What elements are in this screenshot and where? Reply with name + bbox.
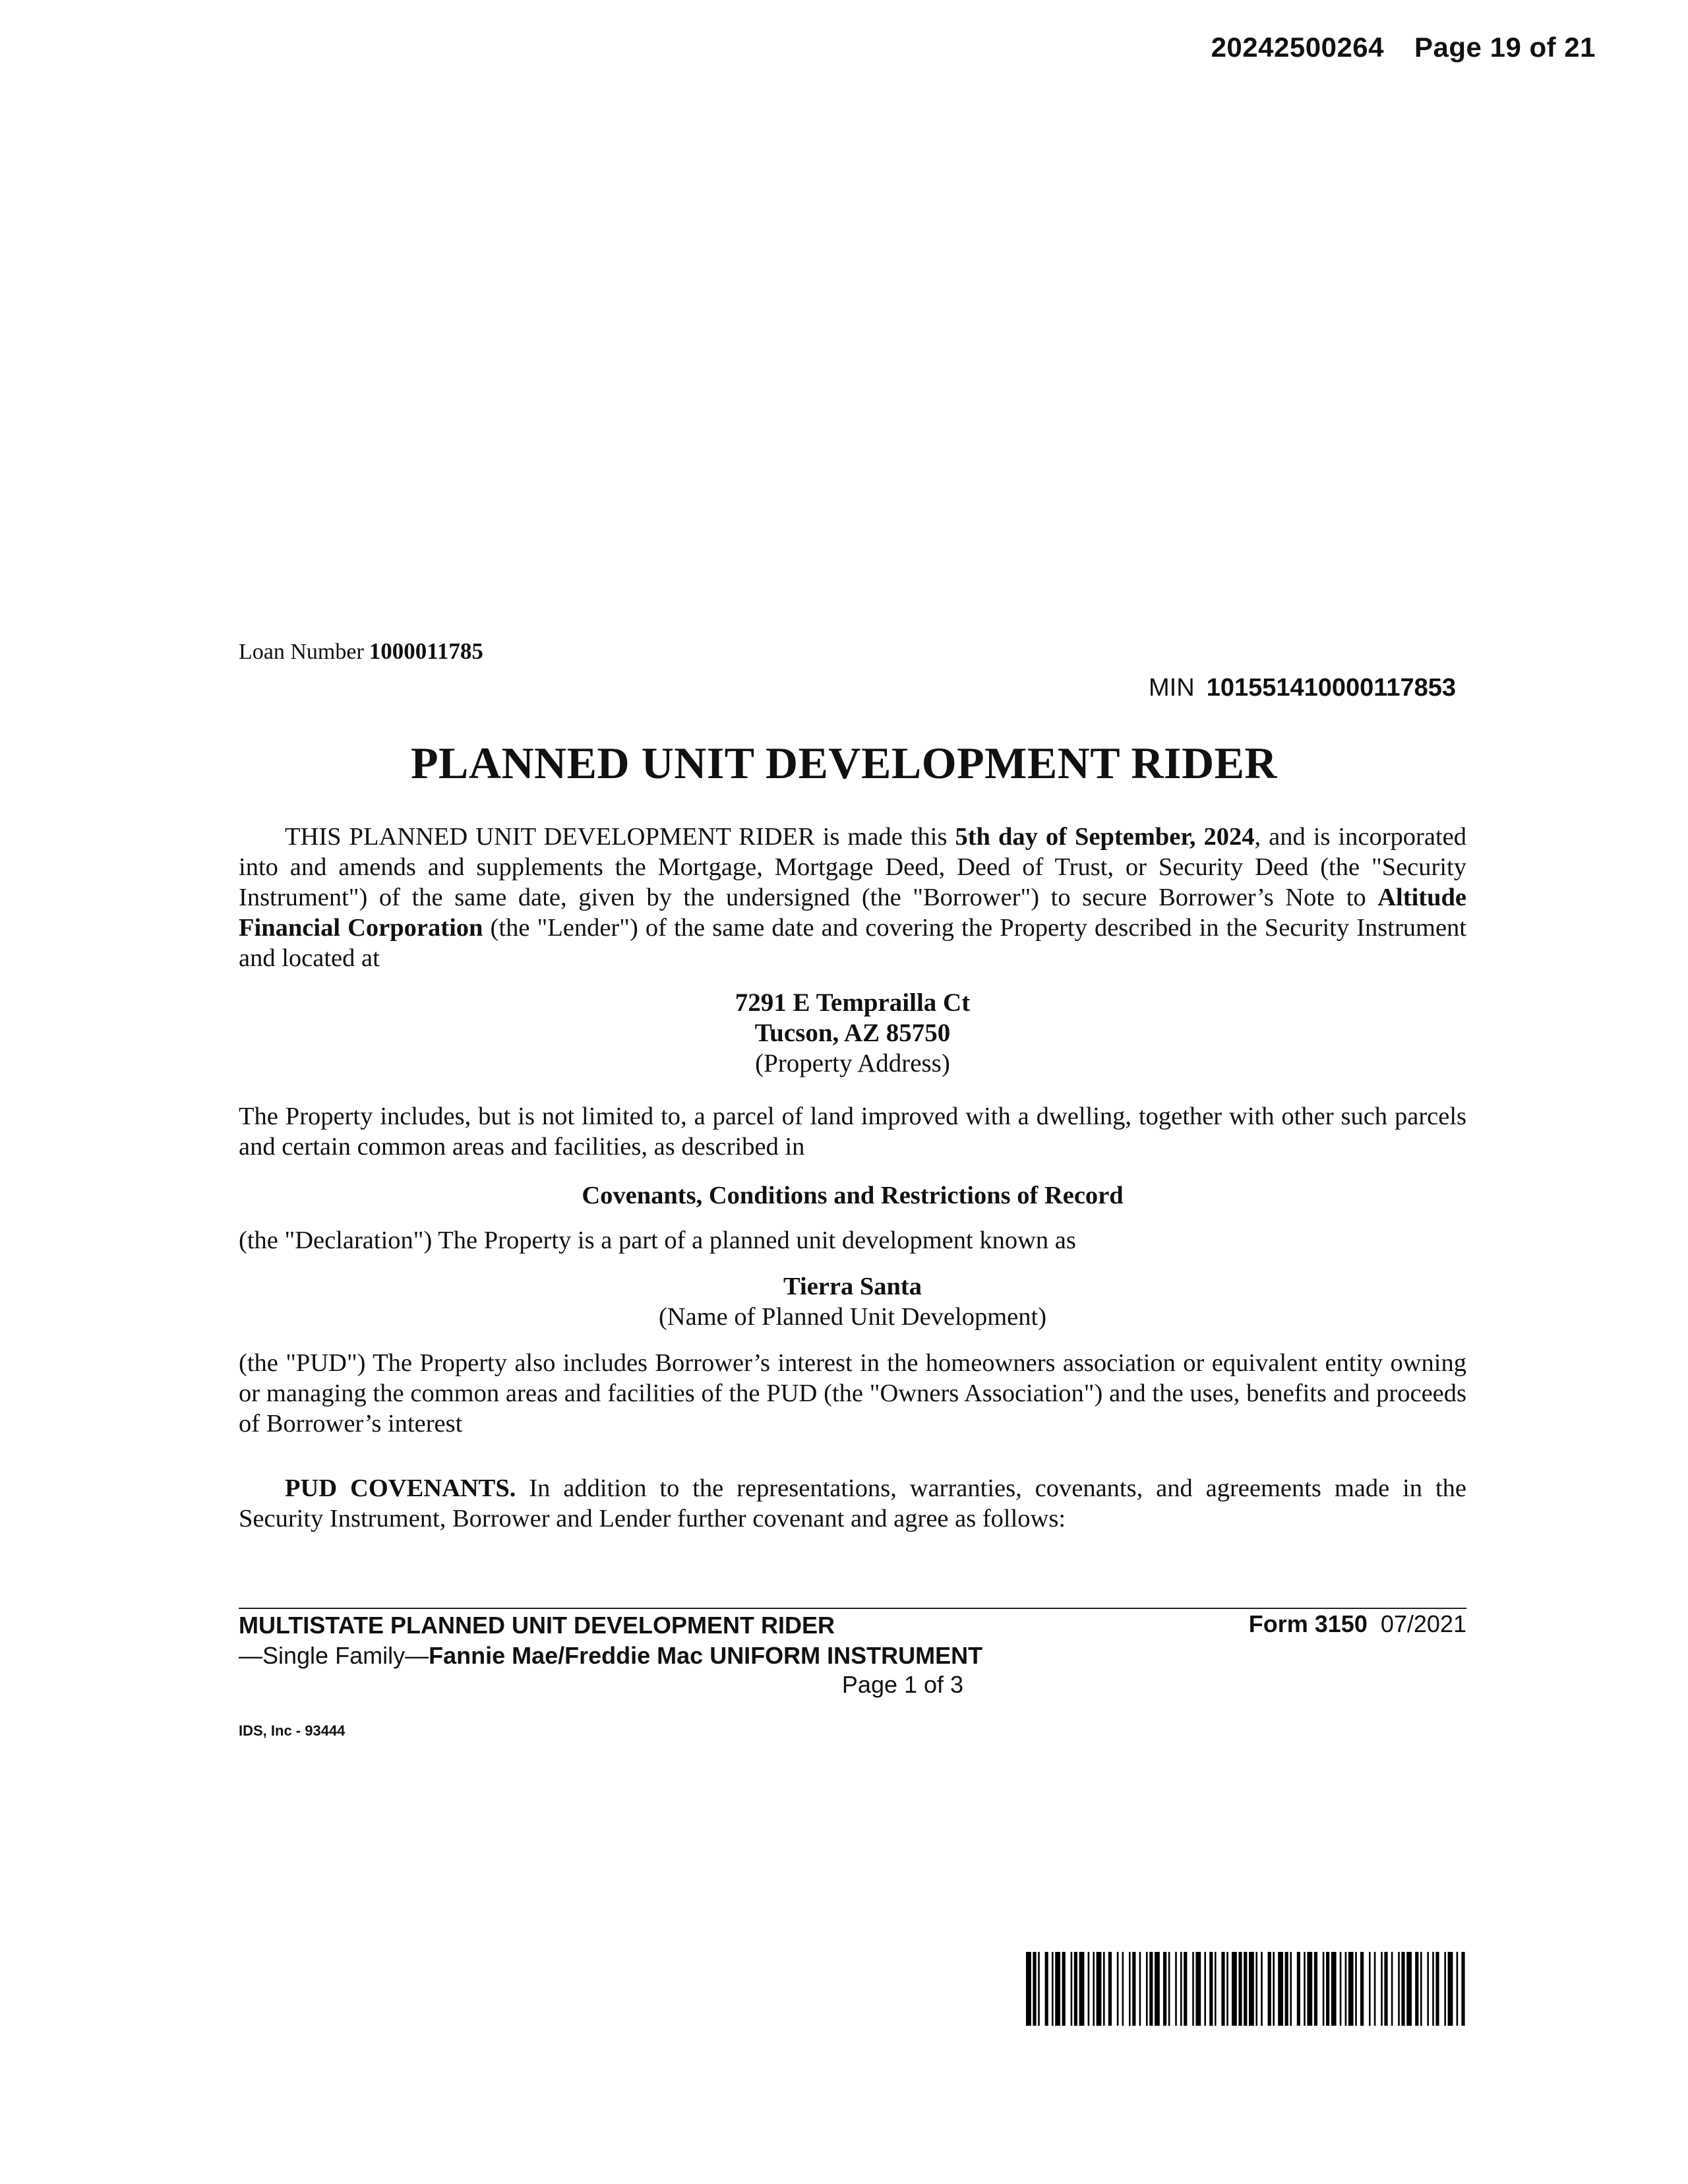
lender-name: Altitude Financial Corporation <box>239 884 1466 942</box>
barcode-bar <box>1117 1952 1119 2026</box>
pud-covenants-heading: PUD COVENANTS. <box>285 1474 516 1502</box>
footer-line1: MULTISTATE PLANNED UNIT DEVELOPMENT RIDER <box>239 1612 835 1639</box>
intro-paragraph <box>239 822 1466 973</box>
intro-text-3: (the "Lender") of the same date and covering the Property described in the Security Instrument and located at <box>239 914 1466 972</box>
recording-page-number: Page 19 of 21 <box>1414 32 1596 63</box>
barcode-bar <box>1071 1952 1073 2026</box>
min-label: MIN <box>1149 674 1195 702</box>
barcode-bar <box>1045 1952 1048 2026</box>
footer-form-number <box>1249 1610 1466 1638</box>
barcode-bar <box>1415 1952 1418 2026</box>
footer-line2-prefix: —Single Family— <box>239 1642 429 1669</box>
barcode-bar <box>1340 1952 1342 2026</box>
property-address-line1: 7291 E Temprailla Ct <box>735 988 971 1017</box>
barcode-bar <box>1374 1952 1376 2026</box>
barcode-bar <box>1360 1952 1364 2026</box>
barcode-bar <box>1307 1952 1312 2026</box>
declaration-name: Covenants, Conditions and Restrictions of Record <box>582 1182 1124 1209</box>
barcode-bar <box>1297 1952 1300 2026</box>
barcode-bar <box>1244 1952 1247 2026</box>
barcode-bar <box>1448 1952 1453 2026</box>
barcode-bar <box>1184 1952 1187 2026</box>
barcode-bar <box>1097 1952 1102 2026</box>
barcode-bar <box>1268 1952 1271 2026</box>
barcode-bar <box>1093 1952 1095 2026</box>
barcode-bar <box>1155 1952 1160 2026</box>
footer-ids: IDS, Inc - 93444 <box>239 1722 346 1739</box>
declaration-paragraph: (the "Declaration") The Property is a part of a planned unit development known as <box>239 1227 1076 1254</box>
barcode-bar <box>1238 1952 1242 2026</box>
loan-number-line <box>239 638 483 665</box>
barcode-bar <box>1348 1952 1354 2026</box>
barcode-bar <box>1255 1952 1257 2026</box>
footer-form-label: Form 3150 <box>1248 1610 1368 1637</box>
barcode-bar <box>1132 1952 1135 2026</box>
barcode-bar <box>1398 1952 1400 2026</box>
barcode-bar <box>1232 1952 1237 2026</box>
barcode-bar <box>1381 1952 1383 2026</box>
intro-text-1: THIS PLANNED UNIT DEVELOPMENT RIDER is made this <box>285 823 955 851</box>
barcode-image <box>1026 1952 1466 2026</box>
recording-document-number: 20242500264 <box>1211 32 1385 63</box>
barcode-bar <box>1168 1952 1170 2026</box>
barcode-bar <box>1406 1952 1412 2026</box>
property-address-caption: (Property Address) <box>755 1049 950 1077</box>
barcode-bar <box>1290 1952 1292 2026</box>
barcode-bar <box>1129 1952 1131 2026</box>
barcode-bar <box>1026 1952 1031 2026</box>
pud-name-caption: (Name of Planned Unit Development) <box>658 1303 1047 1331</box>
barcode-bar <box>1195 1952 1201 2026</box>
barcode-bar <box>1108 1952 1112 2026</box>
footer-line2 <box>239 1641 982 1671</box>
barcode-bar <box>1192 1952 1194 2026</box>
footer-line2-bold: Fannie Mae/Freddie Mac UNIFORM INSTRUMENT <box>429 1642 983 1669</box>
footer-form-date: 07/2021 <box>1380 1610 1466 1637</box>
barcode-bar <box>1033 1952 1036 2026</box>
barcode-bar <box>1401 1952 1404 2026</box>
barcode-bar <box>1103 1952 1105 2026</box>
footer-form-title <box>239 1610 982 1671</box>
property-includes-paragraph: The Property includes, but is not limited to, a parcel of land improved with a dwelling, together with other such parcels and certain common areas and facilities, as described in <box>239 1103 1466 1161</box>
barcode-bar <box>1122 1952 1124 2026</box>
barcode-bar <box>1345 1952 1347 2026</box>
barcode-bar <box>1163 1952 1166 2026</box>
barcode-bar <box>1432 1952 1434 2026</box>
barcode-bar <box>1278 1952 1283 2026</box>
loan-number-label: Loan Number <box>239 640 364 664</box>
barcode-bar <box>1457 1952 1459 2026</box>
pud-name-block <box>239 1271 1466 1332</box>
barcode-bar <box>1420 1952 1422 2026</box>
barcode-bar <box>1314 1952 1317 2026</box>
barcode-bar <box>1221 1952 1224 2026</box>
min-line <box>1149 674 1456 702</box>
barcode-bar <box>1444 1952 1446 2026</box>
footer-rule <box>239 1608 1466 1609</box>
barcode-bar <box>1088 1952 1090 2026</box>
barcode-bar <box>1427 1952 1429 2026</box>
barcode-bar <box>1384 1952 1387 2026</box>
barcode-bar <box>1331 1952 1337 2026</box>
barcode-bar <box>1461 1952 1464 2026</box>
loan-number-value: 1000011785 <box>369 638 483 664</box>
barcode-bar <box>1215 1952 1217 2026</box>
barcode-bar <box>1175 1952 1177 2026</box>
barcode-bar <box>1261 1952 1263 2026</box>
intro-text-2: , and is incorporated into and amends and supplements the Mortgage, Mortgage Deed, Deed of Trust, or Security Deed (the "Security Instrument") of the same date, given by the undersigned (the "Borrower") to secure Borrower’s Note to <box>239 823 1466 911</box>
barcode-bar <box>1204 1952 1206 2026</box>
barcode-bar <box>1079 1952 1085 2026</box>
min-value: 101551410000117853 <box>1206 674 1456 702</box>
barcode-bar <box>1285 1952 1288 2026</box>
document-title: PLANNED UNIT DEVELOPMENT RIDER <box>410 738 1278 788</box>
barcode-bar <box>1226 1952 1228 2026</box>
pud-paragraph: (the "PUD") The Property also includes Borrower’s interest in the homeowners association or equivalent entity owning or managing the common areas and facilities of the PUD (the "Owners Association") and the uses, benefits and proceeds of Borrower’s interest <box>239 1349 1466 1438</box>
barcode-bar <box>1304 1952 1306 2026</box>
barcode-bar <box>1062 1952 1066 2026</box>
rider-date: 5th day of September, 2024 <box>955 823 1255 851</box>
barcode-bar <box>1038 1952 1040 2026</box>
pud-covenants-text: In addition to the representations, warranties, covenants, and agreements made in the Security Instrument, Borrower and Lender further covenant and agree as follows: <box>239 1474 1466 1532</box>
recording-header <box>1211 32 1596 63</box>
barcode-bar <box>1323 1952 1325 2026</box>
barcode-bar <box>1139 1952 1141 2026</box>
pud-name: Tierra Santa <box>783 1273 922 1300</box>
barcode-bar <box>1209 1952 1213 2026</box>
pud-covenants-paragraph <box>239 1473 1466 1534</box>
barcode-bar <box>1074 1952 1077 2026</box>
barcode-bar <box>1369 1952 1371 2026</box>
barcode-bar <box>1180 1952 1182 2026</box>
barcode-bar <box>1435 1952 1439 2026</box>
barcode-bar <box>1055 1952 1060 2026</box>
barcode-bar <box>1326 1952 1329 2026</box>
barcode-bar <box>1149 1952 1153 2026</box>
property-address-line2: Tucson, AZ 85750 <box>754 1019 951 1047</box>
barcode-bar <box>1249 1952 1254 2026</box>
barcode-bar <box>1052 1952 1054 2026</box>
barcode-bar <box>1273 1952 1275 2026</box>
barcode-bar <box>1146 1952 1148 2026</box>
footer-page-number: Page 1 of 3 <box>841 1671 964 1698</box>
barcode-bar <box>1391 1952 1393 2026</box>
barcode-bar <box>1355 1952 1357 2026</box>
property-address-block <box>239 988 1466 1079</box>
